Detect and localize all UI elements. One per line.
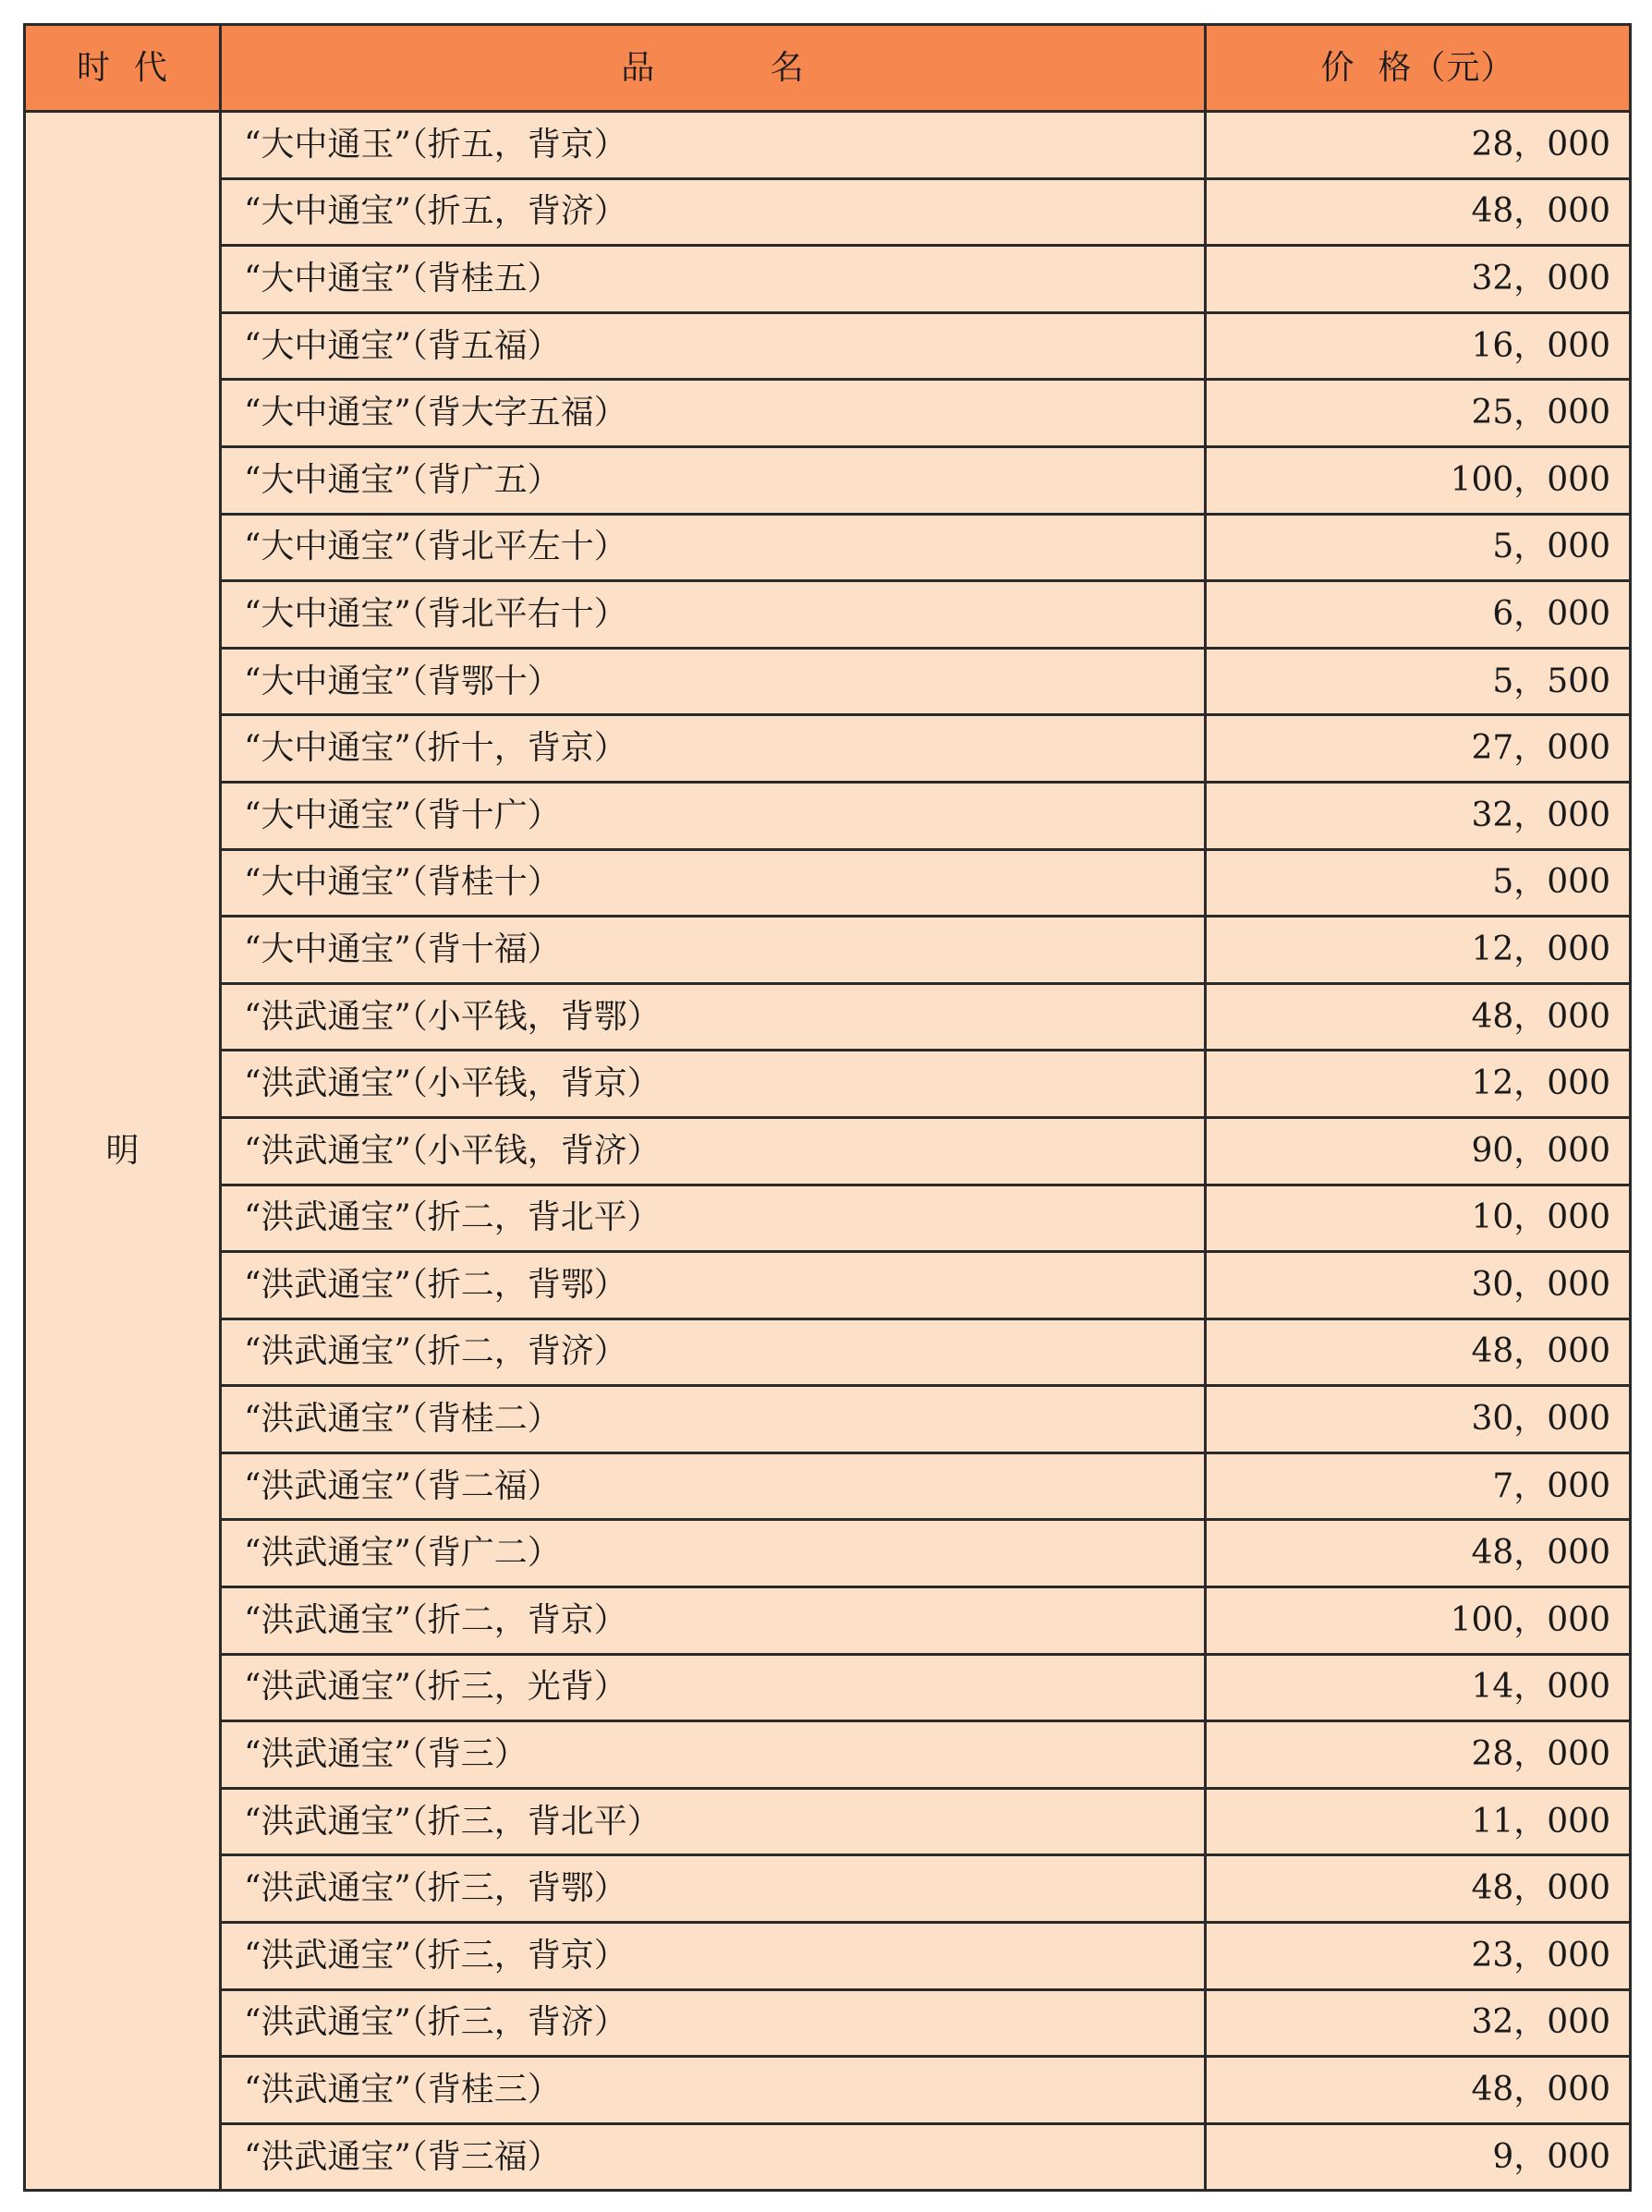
item-price-cell: 90，000 [1206,1117,1631,1185]
item-name-cell: “大中通宝”（背桂十） [221,849,1206,917]
item-price-cell: 27，000 [1206,715,1631,783]
table-row [25,112,1631,179]
item-name-cell: “洪武通宝”（折二，背北平） [221,1185,1206,1252]
item-name-cell: “大中通玉”（折五，背京） [221,112,1206,179]
item-price-cell: 32，000 [1206,782,1631,849]
item-name-cell: “洪武通宝”（小平钱，背鄂） [221,983,1206,1051]
table-row [25,2057,1631,2124]
table-row [25,380,1631,447]
item-name-cell: “洪武通宝”（折二，背鄂） [221,1252,1206,1319]
item-name-cell: “大中通宝”（背十福） [221,917,1206,984]
item-name-cell: “大中通宝”（背北平右十） [221,581,1206,649]
item-name-cell: “洪武通宝”（小平钱，背京） [221,1051,1206,1118]
table-header [25,25,1631,112]
item-price-cell: 48，000 [1206,2057,1631,2124]
item-price-cell: 32，000 [1206,1989,1631,2057]
item-name-cell: “大中通宝”（背十广） [221,782,1206,849]
item-price-cell: 16，000 [1206,312,1631,380]
item-price-cell: 5，000 [1206,849,1631,917]
table-row [25,1788,1631,1855]
table-row [25,581,1631,649]
item-price-cell: 9，000 [1206,2123,1631,2191]
item-name-cell: “大中通宝”（背鄂十） [221,648,1206,715]
price-table [23,23,1632,2192]
item-name-cell: “洪武通宝”（背二福） [221,1452,1206,1520]
item-name-cell: “洪武通宝”（折三，背北平） [221,1788,1206,1855]
table-row [25,1117,1631,1185]
item-name-cell: “洪武通宝”（折二，背京） [221,1587,1206,1655]
item-name-cell: “洪武通宝”（折二，背济） [221,1319,1206,1386]
item-name-cell: “洪武通宝”（折三，背京） [221,1923,1206,1990]
table-row [25,983,1631,1051]
item-price-cell: 11，000 [1206,1788,1631,1855]
item-name-cell: “洪武通宝”（折三，背济） [221,1989,1206,2057]
item-price-cell: 10，000 [1206,1185,1631,1252]
table-row [25,1721,1631,1789]
item-name-cell: “洪武通宝”（背桂三） [221,2057,1206,2124]
item-price-cell: 25，000 [1206,380,1631,447]
table-row [25,1923,1631,1990]
table-row [25,312,1631,380]
item-name-cell: “大中通宝”（背广五） [221,446,1206,514]
table-row [25,446,1631,514]
item-price-cell: 28，000 [1206,1721,1631,1789]
item-price-cell: 30，000 [1206,1252,1631,1319]
item-price-cell: 6，000 [1206,581,1631,649]
era-cell: 明 [25,112,221,2191]
table-row [25,917,1631,984]
item-price-cell: 5，000 [1206,514,1631,581]
table-row [25,1587,1631,1655]
item-price-cell: 12，000 [1206,917,1631,984]
item-name-cell: “大中通宝”（背五福） [221,312,1206,380]
item-name-cell: “大中通宝”（背桂五） [221,246,1206,313]
table-row [25,246,1631,313]
table-row [25,1051,1631,1118]
item-name-cell: “洪武通宝”（背三福） [221,2123,1206,2191]
item-price-cell: 14，000 [1206,1654,1631,1721]
item-name-cell: “洪武通宝”（背三） [221,1721,1206,1789]
item-price-cell: 28，000 [1206,112,1631,179]
item-price-cell: 48，000 [1206,1319,1631,1386]
table-row [25,1185,1631,1252]
item-price-cell: 7，000 [1206,1452,1631,1520]
item-name-cell: “洪武通宝”（背桂二） [221,1386,1206,1453]
header-name: 品 名 [221,25,1206,112]
table-row [25,1252,1631,1319]
header-price: 价 格（元） [1206,25,1631,112]
table-row [25,715,1631,783]
item-name-cell: “大中通宝”（背大字五福） [221,380,1206,447]
item-name-cell: “大中通宝”（折五，背济） [221,178,1206,246]
item-price-cell: 48，000 [1206,983,1631,1051]
item-name-cell: “洪武通宝”（折三，背鄂） [221,1855,1206,1923]
table-row [25,1319,1631,1386]
table-row [25,1855,1631,1923]
table-row [25,1654,1631,1721]
item-name-cell: “大中通宝”（折十，背京） [221,715,1206,783]
header-row [25,25,1631,112]
table-row [25,849,1631,917]
table-row [25,514,1631,581]
item-price-cell: 100，000 [1206,446,1631,514]
table-body [25,112,1631,2191]
item-name-cell: “洪武通宝”（折三，光背） [221,1654,1206,1721]
item-price-cell: 48，000 [1206,1855,1631,1923]
header-era: 时 代 [25,25,221,112]
item-price-cell: 48，000 [1206,178,1631,246]
table-row [25,1386,1631,1453]
table-row [25,2123,1631,2191]
table-row [25,782,1631,849]
item-price-cell: 5，500 [1206,648,1631,715]
item-price-cell: 48，000 [1206,1520,1631,1587]
item-price-cell: 100，000 [1206,1587,1631,1655]
table-row [25,1520,1631,1587]
table-row [25,178,1631,246]
table-row [25,1452,1631,1520]
table-row [25,1989,1631,2057]
item-name-cell: “大中通宝”（背北平左十） [221,514,1206,581]
item-name-cell: “洪武通宝”（背广二） [221,1520,1206,1587]
item-name-cell: “洪武通宝”（小平钱，背济） [221,1117,1206,1185]
item-price-cell: 23，000 [1206,1923,1631,1990]
item-price-cell: 32，000 [1206,246,1631,313]
table-row [25,648,1631,715]
item-price-cell: 30，000 [1206,1386,1631,1453]
item-price-cell: 12，000 [1206,1051,1631,1118]
